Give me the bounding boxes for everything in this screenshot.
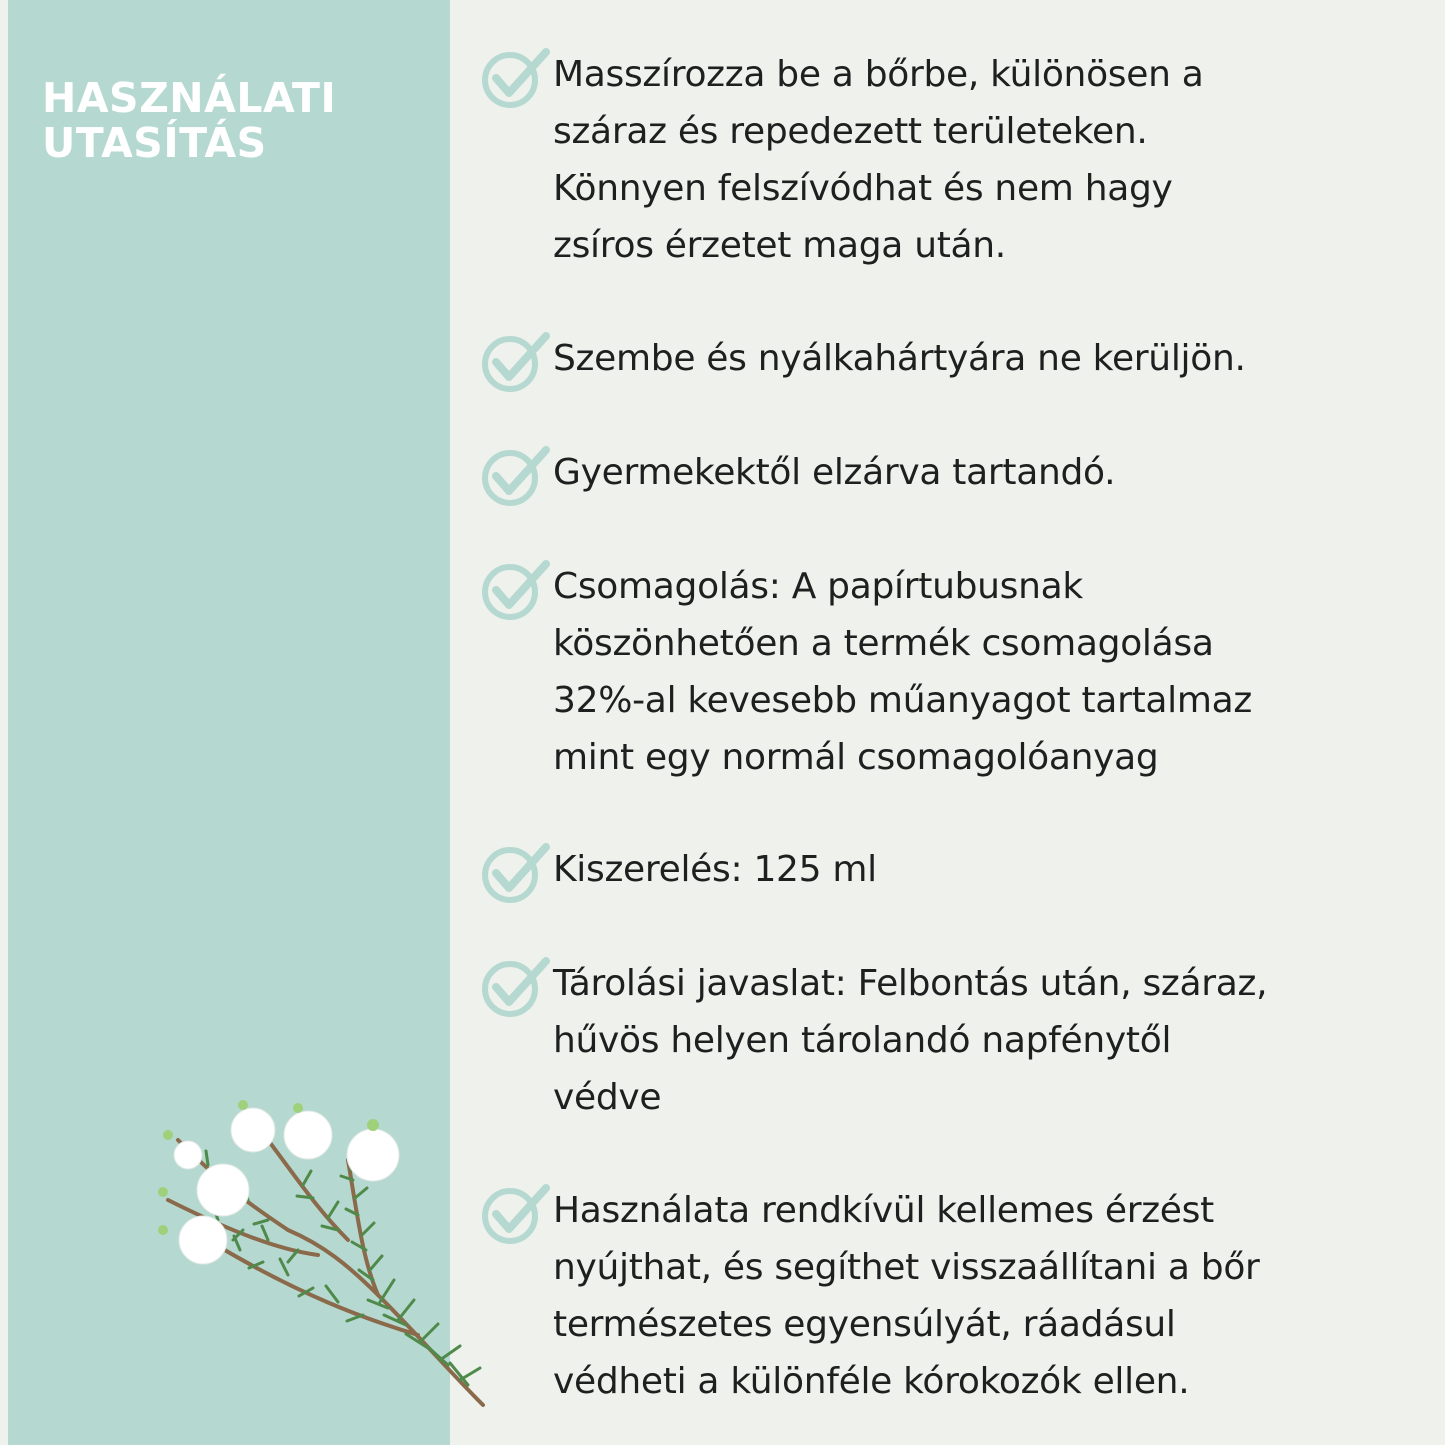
check-circle-icon [480,955,552,1019]
list-item-text: Masszírozza be a bőrbe, különösen a száraz és repedezett területeken. Könnyen felszívódhat és nem hagy zsíros érzetet maga után. [553,54,1204,266]
check-circle-icon [480,841,552,905]
list-item-text: Gyermekektől elzárva tartandó. [553,452,1116,493]
check-circle-icon [480,1182,552,1246]
page-title-line-1: HASZNÁLATI [42,74,337,122]
list-item-text: Használata rendkívül kellemes érzést nyújthat, és segíthet visszaállítani a bőr természetes egyensúlyát, ráadásul védheti a különféle kórokozók ellen. [553,1190,1260,1402]
page-title-line-2: UTASÍTÁS [42,119,267,167]
list-item-text: Tárolási javaslat: Felbontás után, száraz, hűvös helyen tárolandó napfénytől védve [553,963,1268,1118]
list-item-text: Kiszerelés: 125 ml [553,849,877,890]
check-circle-icon [480,558,552,622]
list-item-text: Csomagolás: A papírtubusnak köszönhetően a termék csomagolása 32%-al kevesebb műanyagot tartalmaz mint egy normál csomagolóanyag [553,566,1252,778]
list-item-text: Szembe és nyálkahártyára ne kerüljön. [553,338,1246,379]
check-circle-icon [480,444,552,508]
check-circle-icon [480,330,552,394]
check-circle-icon [480,46,552,110]
